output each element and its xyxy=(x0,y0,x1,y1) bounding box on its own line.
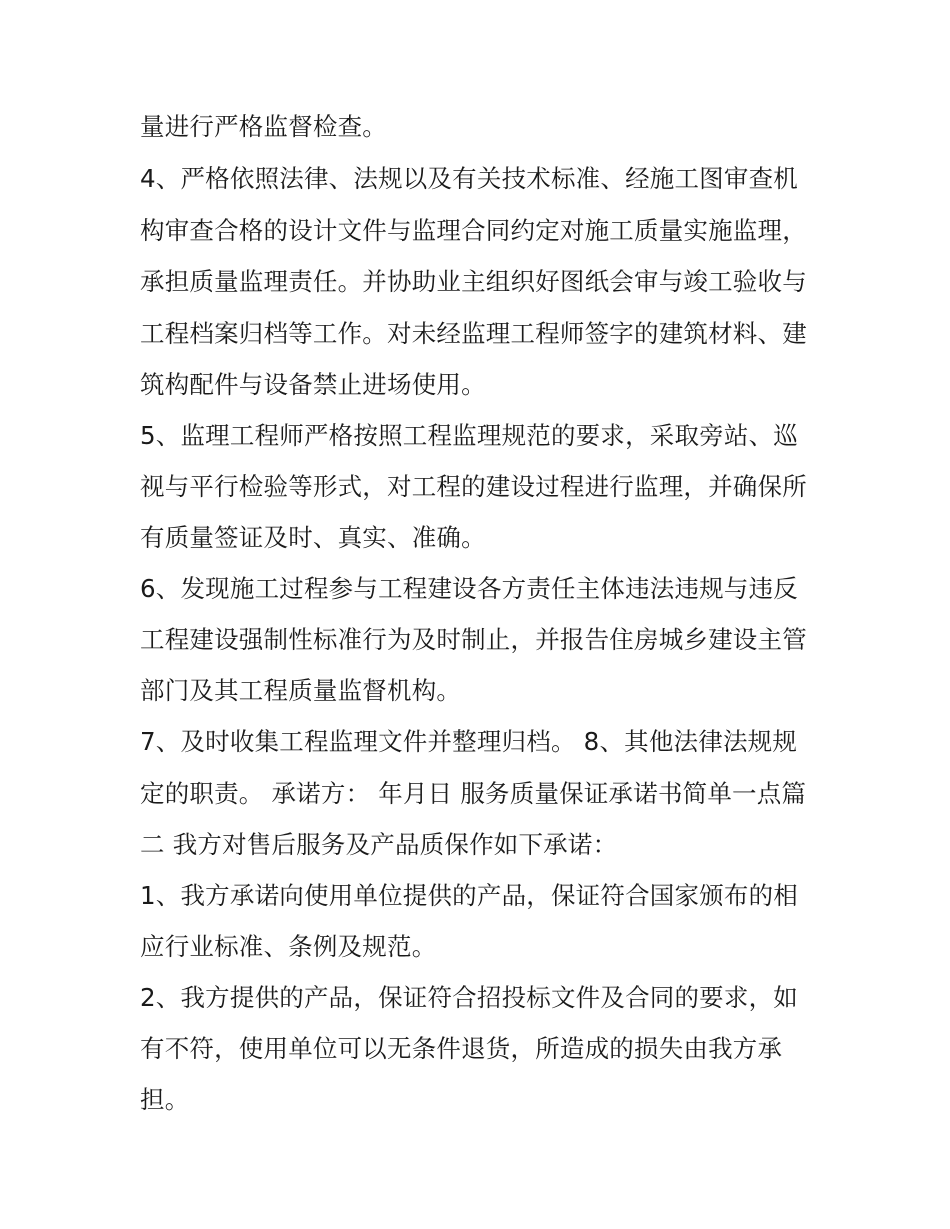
text-line: 工程档案归档等工作。对未经监理工程师签字的建筑材料、建 xyxy=(140,319,807,348)
text-line: 二 我方对售后服务及产品质保作如下承诺： xyxy=(140,830,618,859)
text-line: 承担质量监理责任。并协助业主组织好图纸会审与竣工验收与 xyxy=(140,267,807,296)
text-line: 有不符，使用单位可以无条件退货，所造成的损失由我方承 xyxy=(140,1034,783,1063)
text-line: 视与平行检验等形式，对工程的建设过程进行监理，并确保所 xyxy=(140,472,807,501)
text-line: 1、我方承诺向使用单位提供的产品，保证符合国家颁布的相 xyxy=(140,881,798,910)
text-line: 部门及其工程质量监督机构。 xyxy=(140,676,462,705)
text-line: 应行业标准、条例及规范。 xyxy=(140,932,437,961)
text-line: 有质量签证及时、真实、准确。 xyxy=(140,523,486,552)
text-line: 4、严格依照法律、法规以及有关技术标准、经施工图审查机 xyxy=(140,164,798,193)
text-line: 担。 xyxy=(140,1085,190,1114)
text-line: 量进行严格监督检查。 xyxy=(140,112,387,141)
text-line: 5、监理工程师严格按照工程监理规范的要求，采取旁站、巡 xyxy=(140,421,798,450)
text-line: 6、发现施工过程参与工程建设各方责任主体违法违规与违反 xyxy=(140,574,798,603)
text-line: 定的职责。 承诺方： 年月日 服务质量保证承诺书简单一点篇 xyxy=(140,779,807,808)
text-line: 2、我方提供的产品，保证符合招投标文件及合同的要求，如 xyxy=(140,983,798,1012)
text-line: 构审查合格的设计文件与监理合同约定对施工质量实施监理， xyxy=(140,216,807,245)
text-line: 工程建设强制性标准行为及时制止，并报告住房城乡建设主管 xyxy=(140,625,807,654)
text-line: 7、及时收集工程监理文件并整理归档。 8、其他法律法规规 xyxy=(140,727,798,756)
text-line: 筑构配件与设备禁止进场使用。 xyxy=(140,370,486,399)
